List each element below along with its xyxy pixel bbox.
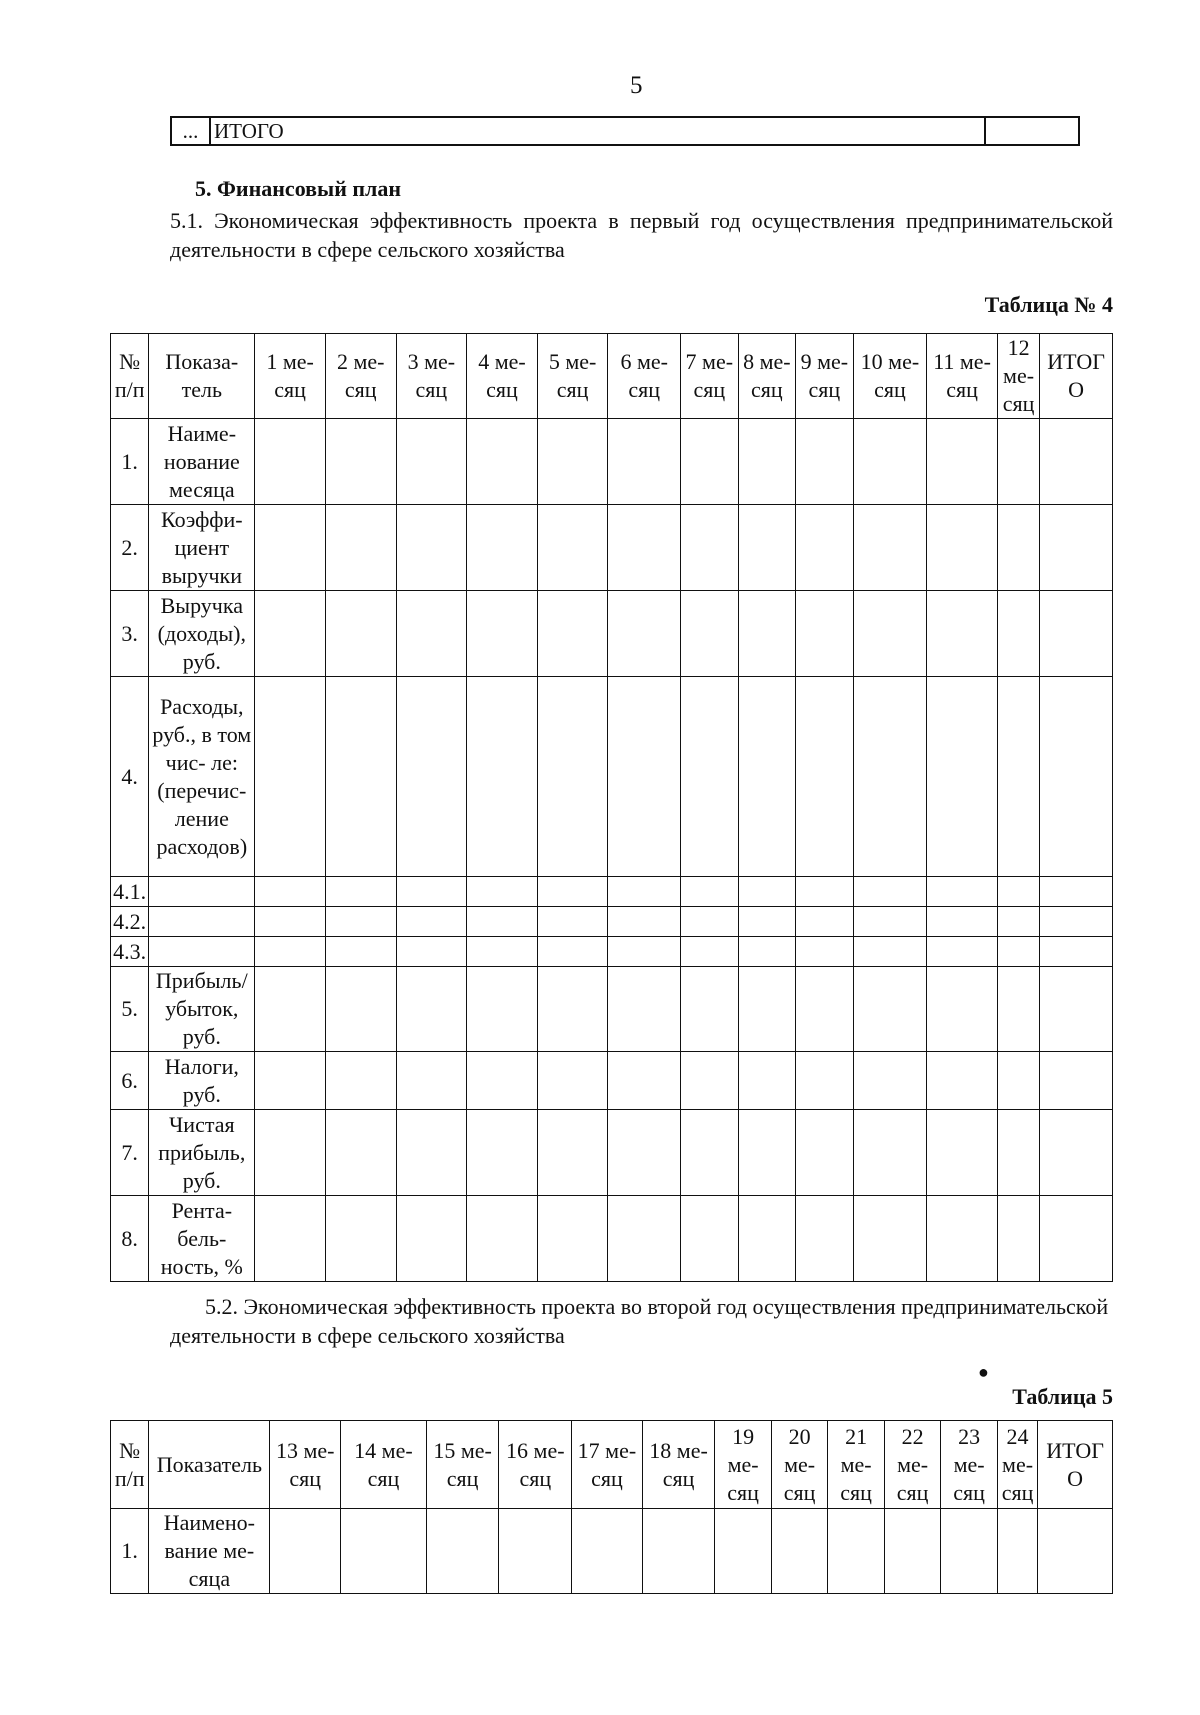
table-cell <box>467 937 538 967</box>
table-cell <box>681 1052 739 1110</box>
paragraph-5-1: 5.1. Экономическая эффективность проекта в первый год осуществления предпринимательской деятельности в сфере сельского хозяйства <box>170 208 1113 262</box>
table-cell <box>997 1052 1039 1110</box>
table-row <box>111 591 1113 677</box>
table-5 <box>110 1420 1113 1594</box>
table-cell <box>325 1196 396 1282</box>
row-label: Рента- бель- ность, % <box>149 1196 255 1282</box>
table-cell <box>325 677 396 877</box>
table5-caption: Таблица 5 <box>1012 1384 1113 1409</box>
table-cell <box>608 1052 681 1110</box>
table-cell <box>396 677 467 877</box>
table4-header-cell: 1 ме- сяц <box>255 334 326 419</box>
table5-header-cell: 20 ме- сяц <box>771 1421 828 1509</box>
row-number: 1. <box>111 419 149 505</box>
table-cell <box>537 591 608 677</box>
table-cell <box>997 1509 1037 1594</box>
table-cell <box>853 967 927 1052</box>
table-cell <box>537 677 608 877</box>
table-row <box>111 419 1113 505</box>
table-cell <box>884 1509 941 1594</box>
table-cell <box>325 1110 396 1196</box>
table-cell <box>270 1509 341 1594</box>
table-cell <box>1040 419 1113 505</box>
table-cell <box>537 505 608 591</box>
table-cell <box>853 1052 927 1110</box>
row-label <box>149 937 255 967</box>
table-cell <box>537 937 608 967</box>
total-row-label: ИТОГО <box>211 118 986 144</box>
table-cell <box>997 505 1039 591</box>
table-cell <box>396 591 467 677</box>
table4-header-cell: 11 ме- сяц <box>927 334 998 419</box>
row-label: Наиме- нование месяца <box>149 419 255 505</box>
table-cell <box>396 1052 467 1110</box>
table-4 <box>110 333 1113 1282</box>
table-cell <box>997 1196 1039 1282</box>
table-cell <box>608 591 681 677</box>
table-cell <box>396 1110 467 1196</box>
table4-header-cell: 10 ме- сяц <box>853 334 927 419</box>
row-label: Налоги, руб. <box>149 1052 255 1110</box>
table-cell <box>796 419 854 505</box>
table-cell <box>467 1052 538 1110</box>
table-cell <box>325 505 396 591</box>
table-cell <box>608 419 681 505</box>
table-cell <box>771 1509 828 1594</box>
table5-header-cell: 18 ме- сяц <box>642 1421 715 1509</box>
table-cell <box>738 1196 796 1282</box>
table4-header-cell: Показа- тель <box>149 334 255 419</box>
table-cell <box>608 877 681 907</box>
table-cell <box>608 1196 681 1282</box>
table-row <box>111 1509 1113 1594</box>
table4-header-row <box>111 334 1113 419</box>
table-cell <box>467 967 538 1052</box>
table-cell <box>927 419 998 505</box>
row-label: Расходы, руб., в том чис- ле: (перечис- ление расходов) <box>149 677 255 877</box>
table4-header-cell: 6 ме- сяц <box>608 334 681 419</box>
table-cell <box>997 677 1039 877</box>
table-cell <box>738 677 796 877</box>
table4-header-cell: 7 ме- сяц <box>681 334 739 419</box>
table-cell <box>255 591 326 677</box>
table5-header-cell: 15 ме- сяц <box>426 1421 499 1509</box>
table-cell <box>325 591 396 677</box>
table-cell <box>853 677 927 877</box>
table4-header-cell: 2 ме- сяц <box>325 334 396 419</box>
table-cell <box>1040 877 1113 907</box>
table5-header-cell: 23 ме- сяц <box>941 1421 998 1509</box>
table-cell <box>1040 677 1113 877</box>
row-number: 2. <box>111 505 149 591</box>
table-cell <box>796 591 854 677</box>
row-number: 4.2. <box>111 907 149 937</box>
table-cell <box>715 1509 772 1594</box>
table-cell <box>1040 937 1113 967</box>
table-cell <box>738 877 796 907</box>
table-cell <box>396 877 467 907</box>
table5-header-row <box>111 1421 1113 1509</box>
table-cell <box>467 907 538 937</box>
row-number: 6. <box>111 1052 149 1110</box>
table-cell <box>738 419 796 505</box>
table4-header-cell: ИТОГ О <box>1040 334 1113 419</box>
table-cell <box>853 937 927 967</box>
table-cell <box>997 967 1039 1052</box>
row-label: Прибыль/ убыток, руб. <box>149 967 255 1052</box>
table-cell <box>681 1110 739 1196</box>
table-cell <box>927 937 998 967</box>
section-title: 5. Финансовый план <box>195 176 402 201</box>
table-row <box>111 967 1113 1052</box>
table-cell <box>927 907 998 937</box>
table-cell <box>738 1052 796 1110</box>
table-cell <box>853 1196 927 1282</box>
table-cell <box>396 419 467 505</box>
table-cell <box>997 419 1039 505</box>
table-cell <box>1040 907 1113 937</box>
table-cell <box>396 1196 467 1282</box>
table-cell <box>255 1196 326 1282</box>
table-cell <box>608 1110 681 1196</box>
table-cell <box>927 1052 998 1110</box>
table-cell <box>796 1110 854 1196</box>
table-cell <box>608 937 681 967</box>
table-cell <box>853 1110 927 1196</box>
table-cell <box>853 419 927 505</box>
row-number: 7. <box>111 1110 149 1196</box>
table-cell <box>853 591 927 677</box>
table-cell <box>853 505 927 591</box>
table-cell <box>467 591 538 677</box>
table-cell <box>255 937 326 967</box>
table-cell <box>997 591 1039 677</box>
table-cell <box>681 419 739 505</box>
table-cell <box>681 591 739 677</box>
table-cell <box>997 1110 1039 1196</box>
table5-header-cell: 16 ме- сяц <box>499 1421 572 1509</box>
bullet-mark: ● <box>978 1362 989 1382</box>
table-cell <box>1040 1052 1113 1110</box>
row-label: Выручка (доходы), руб. <box>149 591 255 677</box>
table-cell <box>255 505 326 591</box>
table4-header-cell: 8 ме- сяц <box>738 334 796 419</box>
table-cell <box>467 505 538 591</box>
table5-header-cell: 13 ме- сяц <box>270 1421 341 1509</box>
table-cell <box>255 419 326 505</box>
table-cell <box>608 505 681 591</box>
table-cell <box>796 1196 854 1282</box>
table-cell <box>341 1509 427 1594</box>
table-cell <box>325 419 396 505</box>
table-cell <box>738 937 796 967</box>
table5-header-cell: 14 ме- сяц <box>341 1421 427 1509</box>
row-number: 4. <box>111 677 149 877</box>
table-cell <box>927 591 998 677</box>
table-cell <box>796 907 854 937</box>
table5-header-cell: 17 ме- сяц <box>572 1421 643 1509</box>
total-row-dots: ... <box>172 118 211 144</box>
table4-header-cell: 5 ме- сяц <box>537 334 608 419</box>
table-cell <box>537 1052 608 1110</box>
row-label: Чистая прибыль, руб. <box>149 1110 255 1196</box>
table5-header-cell: 21 ме- сяц <box>828 1421 885 1509</box>
row-number: 4.1. <box>111 877 149 907</box>
table-cell <box>537 877 608 907</box>
table-row <box>111 505 1113 591</box>
table-cell <box>325 907 396 937</box>
table-cell <box>681 1196 739 1282</box>
table-cell <box>537 907 608 937</box>
table-cell <box>572 1509 643 1594</box>
table-cell <box>396 937 467 967</box>
row-label: Коэффи- циент выручки <box>149 505 255 591</box>
table-cell <box>853 907 927 937</box>
table-cell <box>1040 591 1113 677</box>
table4-header-cell: 9 ме- сяц <box>796 334 854 419</box>
table-cell <box>467 1110 538 1196</box>
row-label <box>149 907 255 937</box>
table-cell <box>941 1509 998 1594</box>
table5-header-cell: № п/п <box>111 1421 149 1509</box>
page-number: 5 <box>630 72 643 99</box>
table-row <box>111 877 1113 907</box>
table-cell <box>927 677 998 877</box>
table-cell <box>467 1196 538 1282</box>
table-row <box>111 937 1113 967</box>
table-cell <box>608 907 681 937</box>
table-cell <box>537 419 608 505</box>
table4-caption: Таблица № 4 <box>984 292 1113 317</box>
table-cell <box>828 1509 885 1594</box>
table-cell <box>1038 1509 1113 1594</box>
table-cell <box>325 877 396 907</box>
table-cell <box>467 677 538 877</box>
table-row <box>111 1110 1113 1196</box>
table-cell <box>738 967 796 1052</box>
table-cell <box>796 1052 854 1110</box>
table-cell <box>738 591 796 677</box>
table-cell <box>325 937 396 967</box>
table-cell <box>927 1110 998 1196</box>
table-cell <box>997 877 1039 907</box>
row-number: 4.3. <box>111 937 149 967</box>
table-cell <box>927 967 998 1052</box>
table-cell <box>927 877 998 907</box>
table-cell <box>396 967 467 1052</box>
table-cell <box>499 1509 572 1594</box>
table-row <box>111 1052 1113 1110</box>
table-cell <box>255 1110 326 1196</box>
table-cell <box>255 907 326 937</box>
table-cell <box>467 877 538 907</box>
table-cell <box>796 505 854 591</box>
table-cell <box>796 967 854 1052</box>
table-cell <box>255 677 326 877</box>
table-cell <box>681 907 739 937</box>
table5-header-cell: 22 ме- сяц <box>884 1421 941 1509</box>
table-row <box>111 907 1113 937</box>
table-cell <box>642 1509 715 1594</box>
table-cell <box>608 677 681 877</box>
table4-header-cell: 4 ме- сяц <box>467 334 538 419</box>
table-cell <box>853 877 927 907</box>
total-row-value <box>986 118 1078 144</box>
table-cell <box>1040 1110 1113 1196</box>
paragraph-5-2: 5.2. Экономическая эффективность проекта во второй год осуществления предпринимательской деятельности в сфере сельского хозяйства <box>170 1294 1109 1348</box>
table-cell <box>1040 505 1113 591</box>
table5-header-cell: 24 ме- сяц <box>997 1421 1037 1509</box>
table4-header-cell: № п/п <box>111 334 149 419</box>
row-label: Наимено- вание ме- сяца <box>149 1509 270 1594</box>
table-cell <box>396 505 467 591</box>
table-row <box>111 1196 1113 1282</box>
table-cell <box>537 1196 608 1282</box>
table-cell <box>396 907 467 937</box>
table-cell <box>1040 967 1113 1052</box>
table-cell <box>467 419 538 505</box>
table5-header-cell: 19 ме- сяц <box>715 1421 772 1509</box>
table-cell <box>681 967 739 1052</box>
row-number: 3. <box>111 591 149 677</box>
table-cell <box>537 967 608 1052</box>
table-cell <box>927 505 998 591</box>
table-cell <box>681 677 739 877</box>
table-cell <box>537 1110 608 1196</box>
table-cell <box>997 907 1039 937</box>
table-cell <box>796 877 854 907</box>
total-row <box>170 116 1080 146</box>
table-cell <box>738 505 796 591</box>
table5-header-cell: Показатель <box>149 1421 270 1509</box>
table-cell <box>927 1196 998 1282</box>
table-cell <box>681 877 739 907</box>
table-cell <box>681 505 739 591</box>
row-number: 5. <box>111 967 149 1052</box>
table-cell <box>738 1110 796 1196</box>
table-cell <box>325 1052 396 1110</box>
table-cell <box>426 1509 499 1594</box>
table-cell <box>255 967 326 1052</box>
table-cell <box>255 1052 326 1110</box>
table-cell <box>738 907 796 937</box>
table-cell <box>1040 1196 1113 1282</box>
table-cell <box>325 967 396 1052</box>
table-cell <box>255 877 326 907</box>
table-cell <box>681 937 739 967</box>
table-cell <box>997 937 1039 967</box>
table4-header-cell: 3 ме- сяц <box>396 334 467 419</box>
row-number: 1. <box>111 1509 149 1594</box>
table-cell <box>608 967 681 1052</box>
table-cell <box>796 937 854 967</box>
table5-header-cell: ИТОГ О <box>1038 1421 1113 1509</box>
row-number: 8. <box>111 1196 149 1282</box>
table4-header-cell: 12 ме- сяц <box>997 334 1039 419</box>
row-label <box>149 877 255 907</box>
table-row <box>111 677 1113 877</box>
table-cell <box>796 677 854 877</box>
